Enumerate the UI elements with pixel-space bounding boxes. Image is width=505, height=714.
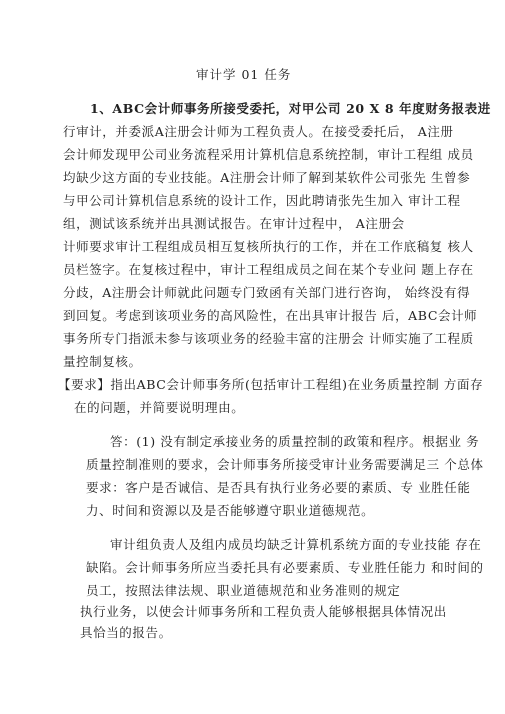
paragraph-line: 到回复。考虑到该项业务的高风险性，在出具审计报告 后，ABC会计师 [63,308,478,323]
paragraph-line: 审计组负责人及组内成员均缺乏计算机系统方面的专业技能 存在 [110,537,482,552]
paragraph-line: 缺陷。会计师事务所应当委托具有必要素质、专业胜任能力 和时间的 [86,560,484,575]
paragraph-line: 会计师发现甲公司业务流程采用计算机信息系统控制，审计工程组 成员 [63,147,474,162]
paragraph-line: 答：(1) 没有制定承接业务的质量控制的政策和程序。根据业 务 [110,434,480,449]
paragraph-line: 行审计，并委派A注册会计师为工程负责人。在接受委托后， A注册 [63,124,454,139]
paragraph-line: 计师要求审计工程组成员相互复核所执行的工作，并在工作底稿复 核人 [63,239,474,254]
paragraph-line: 与甲公司计算机信息系统的设计工作，因此聘请张先生加入 审计工程 [63,193,461,208]
paragraph-line: 1、ABC会计师事务所接受委托，对甲公司 20 X 8 年度财务报表进 [90,101,491,116]
paragraph-line: 组，测试该系统并出具测试报告。在审计过程中， A注册会 [63,216,405,231]
paragraph-line: 均缺少这方面的专业技能。A注册会计师了解到某软件公司张先 生曾参 [63,170,471,185]
paragraph-line: 员栏签字。在复核过程中，审计工程组成员之间在某个专业问 题上存在 [63,262,474,277]
paragraph-line: 员工，按照法律法规、职业道德规范和业务准则的规定 [86,583,401,598]
paragraph-line: 具恰当的报告。 [80,625,172,640]
paragraph-line: 力、时间和资源以及是否能够遵守职业道德规范。 [86,503,375,518]
paragraph-line: 事务所专门指派未参与该项业务的经验丰富的注册会 计师实施了工程质 [63,331,474,346]
paragraph-line: 执行业务，以使会计师事务所和工程负责人能够根据具体情况出 [80,604,447,619]
paragraph-line: 【要求】指出ABC会计师事务所(包括审计工程组)在业务质量控制 方面存 [58,377,484,392]
paragraph-line: 在的问题，并简要说明理由。 [74,400,245,415]
document-title: 审计学 01 任务 [196,67,292,82]
paragraph-line: 量控制复核。 [63,354,142,369]
paragraph-line: 质量控制准则的要求，会计师事务所接受审计业务需要满足三 个总体 [86,457,484,472]
paragraph-line: 分歧，A注册会计师就此问题专门致函有关部门进行咨询， 始终没有得 [63,285,471,300]
paragraph-line: 要求：客户是否诚信、是否具有执行业务必要的素质、专 业胜任能 [86,480,471,495]
